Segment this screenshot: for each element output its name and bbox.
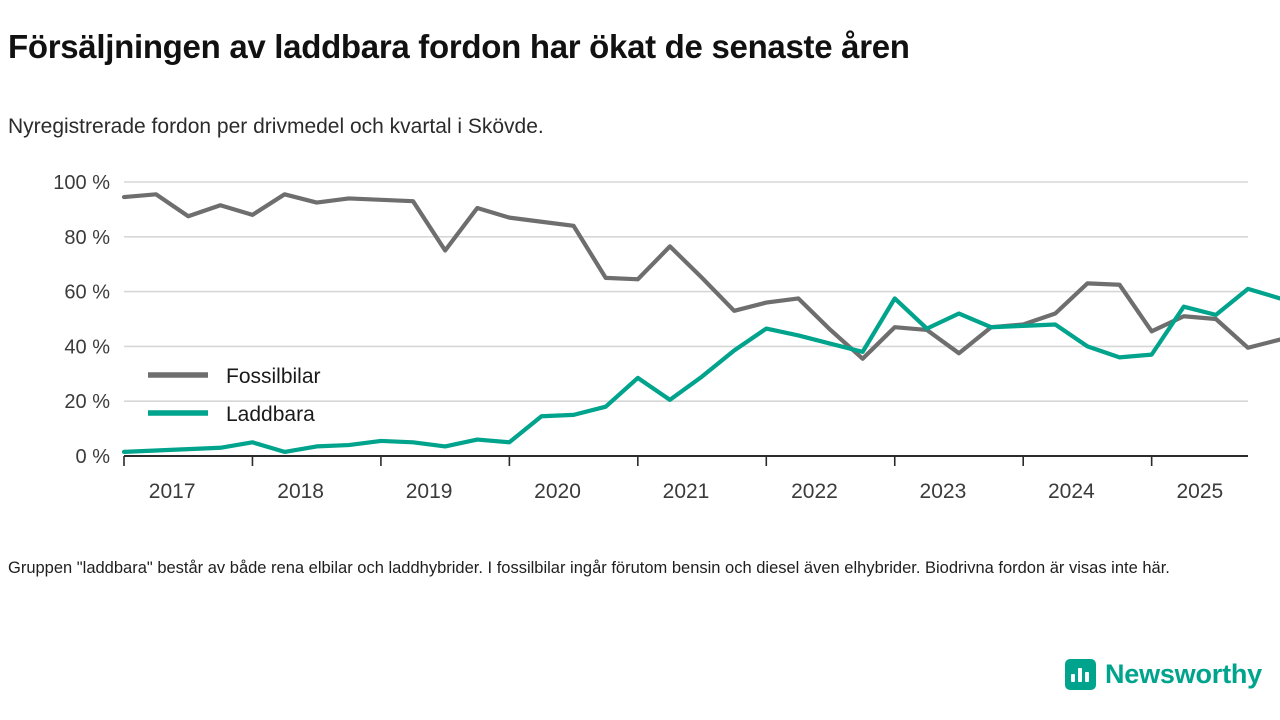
x-tick-label: 2020 — [534, 480, 581, 503]
x-tick-label: 2021 — [662, 480, 710, 503]
chart-svg — [0, 160, 1280, 510]
chart-legend — [148, 365, 321, 426]
y-tick-label: 0 % — [75, 446, 110, 468]
y-tick-label: 40 % — [64, 336, 110, 359]
page-title: Försäljningen av laddbara fordon har ökat de senaste åren — [8, 28, 910, 65]
x-tick-label: 2023 — [919, 480, 967, 503]
page-subtitle: Nyregistrerade fordon per drivmedel och kvartal i Skövde. — [8, 115, 544, 138]
x-tick-label: 2017 — [148, 480, 196, 503]
series-line-fossilbilar — [124, 194, 1280, 358]
line-chart — [0, 160, 1280, 510]
y-axis-ticks — [53, 172, 110, 468]
chart-footnote: Gruppen "laddbara" består av både rena elbilar och laddhybrider. I fossilbilar ingår förutom bensin och diesel även elhybrider. Biodrivna fordon är visas inte här. — [8, 559, 1170, 577]
x-tick-label: 2024 — [1048, 480, 1095, 503]
x-axis-ticks — [124, 456, 1223, 503]
newsworthy-logo-icon — [1065, 659, 1096, 690]
legend-label-fossilbilar: Fossilbilar — [226, 365, 321, 388]
y-tick-label: 80 % — [64, 226, 110, 249]
x-tick-label: 2019 — [405, 480, 453, 503]
x-tick-label: 2025 — [1176, 480, 1224, 503]
y-tick-label: 60 % — [64, 281, 110, 304]
y-tick-label: 20 % — [64, 391, 110, 414]
legend-label-laddbara: Laddbara — [226, 403, 315, 426]
x-tick-label: 2018 — [277, 480, 324, 503]
newsworthy-logo-text: Newsworthy — [1104, 659, 1262, 689]
y-tick-label: 100 % — [53, 172, 110, 194]
newsworthy-logo — [1065, 659, 1262, 690]
x-tick-label: 2022 — [791, 480, 838, 503]
